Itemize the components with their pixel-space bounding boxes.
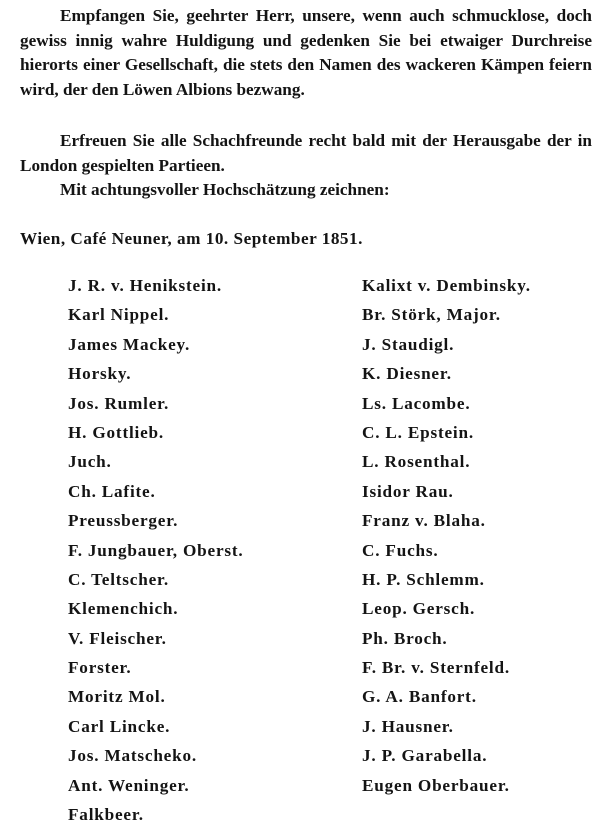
- signatory-name: C. Teltscher.: [68, 569, 169, 589]
- signatory-name: V. Fleischer.: [68, 628, 167, 648]
- signatory-name: Ch. Lafite.: [68, 481, 156, 501]
- signatory-name: Moritz Mol.: [68, 687, 166, 707]
- signatory-name: C. Fuchs.: [362, 540, 439, 560]
- signatory-name: Forster.: [68, 658, 132, 678]
- signatory-name: Franz v. Blaha.: [362, 511, 486, 531]
- signatory-name: Carl Lincke.: [68, 716, 171, 736]
- signatory-name: Horsky.: [68, 364, 132, 384]
- signatories-right-column: [362, 274, 531, 803]
- signatory-name: Eugen Oberbauer.: [362, 775, 510, 795]
- signatory-name: C. L. Epstein.: [362, 422, 474, 442]
- signatory-name: Karl Nippel.: [68, 305, 170, 325]
- paragraph-request: Erfreuen Sie alle Schachfreunde recht bald mit der Herausgabe der in London gespielten Partieen.: [20, 131, 592, 175]
- signatory-name: Falkbeer.: [68, 805, 144, 825]
- signatory-name: Juch.: [68, 452, 112, 472]
- signatory-name: K. Diesner.: [362, 364, 452, 384]
- signatory-name: J. Hausner.: [362, 716, 454, 736]
- paragraph-closing: Mit achtungsvoller Hochschätzung zeichnen:: [60, 180, 390, 199]
- signatory-name: Jos. Matscheko.: [68, 746, 197, 766]
- signatory-name: Jos. Rumler.: [68, 393, 170, 413]
- signatory-name: G. A. Banfort.: [362, 687, 477, 707]
- signatory-name: J. R. v. Henikstein.: [68, 276, 222, 295]
- signatory-name: Br. Störk, Major.: [362, 305, 501, 325]
- signatory-name: Isidor Rau.: [362, 481, 454, 501]
- signatory-name: James Mackey.: [68, 334, 191, 354]
- dateline: Wien, Café Neuner, am 10. September 1851.: [20, 229, 363, 248]
- signatories-left-column: [68, 274, 244, 832]
- signatory-name: Ant. Weninger.: [68, 775, 190, 795]
- signatory-name: Leop. Gersch.: [362, 599, 476, 619]
- signatory-name: L. Rosenthal.: [362, 452, 471, 472]
- signatory-name: Ph. Broch.: [362, 628, 448, 648]
- signatory-name: J. Staudigl.: [362, 334, 455, 354]
- signatory-name: Preussberger.: [68, 511, 179, 531]
- paragraph-tribute: Empfangen Sie, geehrter Herr, unsere, wenn auch schmucklose, doch gewiss innig wahre Huldigung und gedenken Sie bei etwaiger Durchreise hierorts einer Gesellschaft, die stets den Namen des wackeren Kämpen feiern wird, der den Löwen Albions bezwang.: [20, 6, 592, 99]
- signatory-name: J. P. Garabella.: [362, 746, 488, 766]
- signatory-name: F. Jungbauer, Oberst.: [68, 540, 244, 560]
- signatory-name: Kalixt v. Dembinsky.: [362, 276, 531, 295]
- signatory-name: H. P. Schlemm.: [362, 569, 485, 589]
- signatory-name: H. Gottlieb.: [68, 422, 165, 442]
- signatory-name: Klemenchich.: [68, 599, 179, 619]
- signatory-name: Ls. Lacombe.: [362, 393, 471, 413]
- signatory-name: F. Br. v. Sternfeld.: [362, 658, 510, 678]
